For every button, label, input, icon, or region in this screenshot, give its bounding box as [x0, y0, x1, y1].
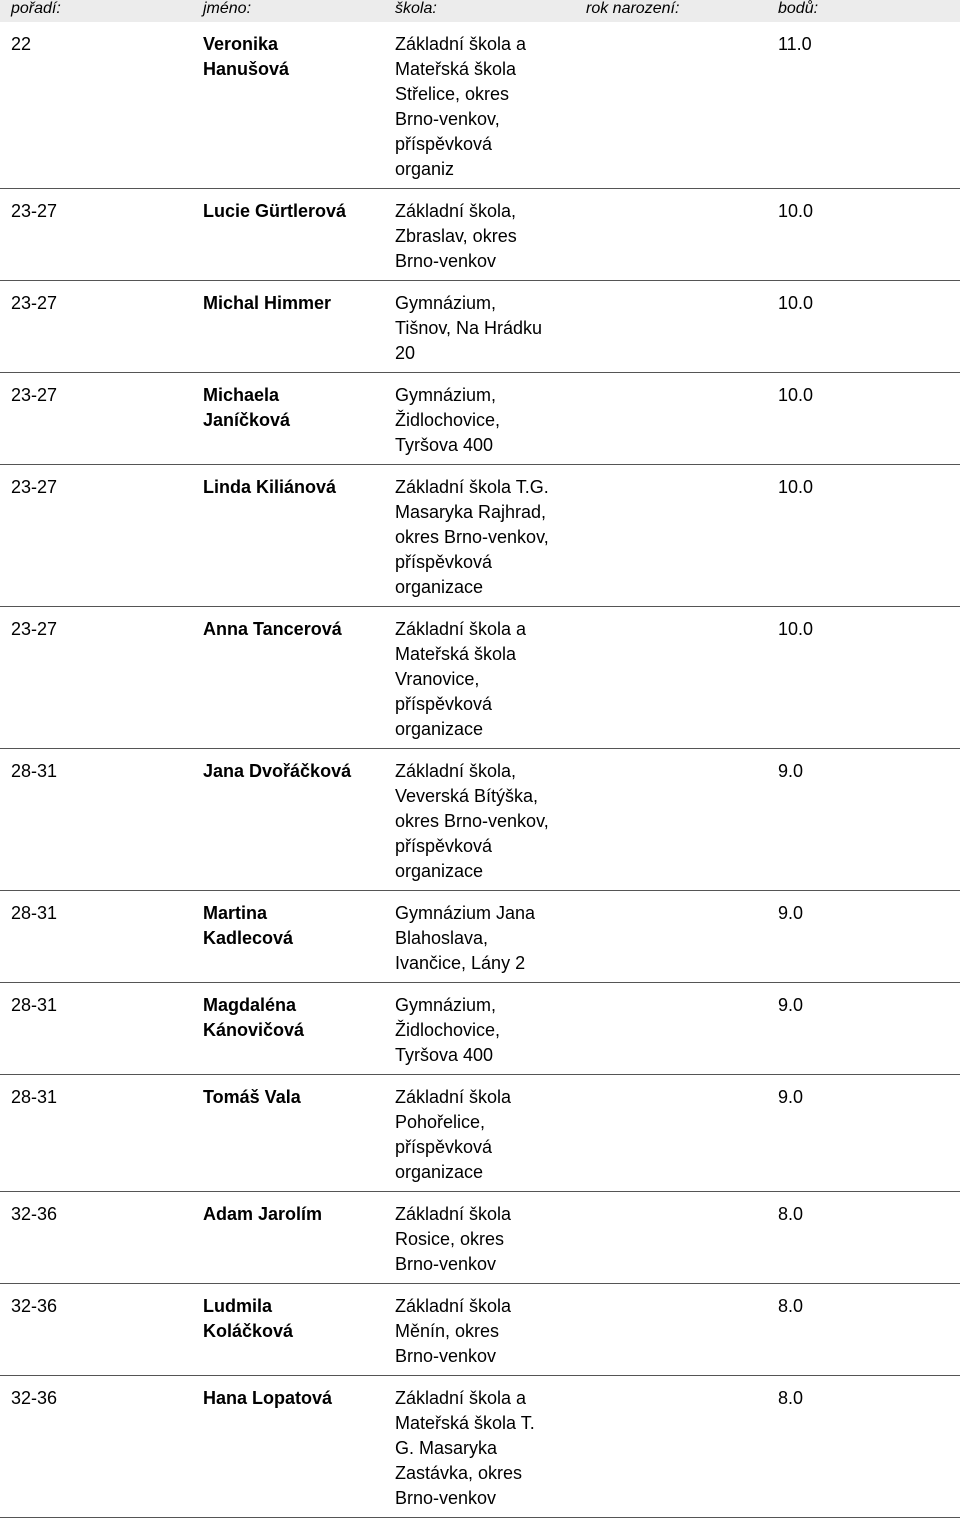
school-cell	[395, 291, 575, 366]
rank-cell	[11, 1085, 57, 1110]
school-cell-line: organizace	[395, 1162, 484, 1182]
school-cell-line: Základní škola T.G.	[395, 477, 549, 497]
name-cell	[203, 993, 383, 1043]
school-cell-line: Brno-venkov	[395, 1346, 497, 1366]
points-cell-line: 8.0	[778, 1388, 804, 1408]
points-cell	[778, 383, 813, 408]
school-cell-line: Tyršova 400	[395, 1045, 494, 1065]
school-cell-line: Základní škola,	[395, 201, 517, 221]
school-cell	[395, 1085, 575, 1185]
rank-cell-line: 32-36	[11, 1204, 58, 1224]
name-cell-line: Janíčková	[203, 410, 291, 430]
school-cell-line: Základní škola a	[395, 1388, 527, 1408]
points-cell-line: 9.0	[778, 1087, 804, 1107]
school-cell	[395, 1294, 575, 1369]
school-cell-line: okres Brno-venkov,	[395, 811, 549, 831]
rank-cell-line: 28-31	[11, 903, 58, 923]
rank-cell-line: 23-27	[11, 201, 58, 221]
school-cell	[395, 1202, 575, 1277]
rank-cell-line: 28-31	[11, 761, 58, 781]
name-cell-line: Ludmila	[203, 1296, 273, 1316]
school-cell-line: 20	[395, 343, 416, 363]
points-cell-line: 10.0	[778, 385, 814, 405]
school-cell-line: Veverská Bítýška,	[395, 786, 539, 806]
points-cell	[778, 1202, 803, 1227]
school-cell-line: Mateřská škola	[395, 644, 517, 664]
school-cell-line: Tišnov, Na Hrádku	[395, 318, 543, 338]
points-cell	[778, 199, 813, 224]
name-cell-line: Michaela	[203, 385, 280, 405]
points-cell-line: 10.0	[778, 477, 814, 497]
school-cell	[395, 617, 575, 742]
rank-cell-line: 23-27	[11, 477, 58, 497]
rank-cell	[11, 291, 57, 316]
school-cell-line: příspěvková	[395, 836, 493, 856]
points-cell-line: 10.0	[778, 619, 814, 639]
points-cell	[778, 475, 813, 500]
name-cell	[203, 1202, 383, 1227]
school-cell-line: Základní škola a	[395, 619, 527, 639]
school-cell-line: Ivančice, Lány 2	[395, 953, 526, 973]
school-cell-line: Tyršova 400	[395, 435, 494, 455]
school-cell	[395, 32, 575, 182]
name-cell	[203, 199, 383, 224]
school-cell-line: příspěvková	[395, 134, 493, 154]
school-cell-line: Měnín, okres	[395, 1321, 500, 1341]
header-points: bodů:	[778, 0, 819, 17]
school-cell-line: Gymnázium,	[395, 293, 497, 313]
school-cell-line: Blahoslava,	[395, 928, 489, 948]
school-cell	[395, 759, 575, 884]
name-cell-line: Martina	[203, 903, 268, 923]
points-cell-line: 11.0	[778, 34, 812, 54]
table-row	[0, 281, 960, 373]
rank-cell	[11, 1202, 57, 1227]
name-cell	[203, 759, 383, 784]
header-school: škola:	[395, 0, 437, 17]
points-cell	[778, 291, 813, 316]
school-cell	[395, 901, 575, 976]
school-cell	[395, 383, 575, 458]
school-cell-line: Základní škola	[395, 1204, 512, 1224]
name-cell	[203, 617, 383, 642]
points-cell-line: 8.0	[778, 1204, 804, 1224]
rank-cell-line: 23-27	[11, 293, 58, 313]
table-row	[0, 465, 960, 607]
points-cell	[778, 1386, 803, 1411]
header-order: pořadí:	[11, 0, 61, 17]
school-cell-line: Židlochovice,	[395, 410, 501, 430]
header-birth-year: rok narození:	[586, 0, 680, 17]
rank-cell	[11, 759, 57, 784]
name-cell-line: Lucie Gürtlerová	[203, 201, 347, 221]
table-row	[0, 1192, 960, 1284]
points-cell	[778, 32, 812, 57]
rank-cell	[11, 617, 57, 642]
points-cell	[778, 1294, 803, 1319]
school-cell-line: Brno-venkov	[395, 1254, 497, 1274]
school-cell-line: Brno-venkov,	[395, 109, 500, 129]
school-cell-line: okres Brno-venkov,	[395, 527, 549, 547]
points-cell	[778, 901, 803, 926]
rank-cell	[11, 32, 31, 57]
name-cell	[203, 1294, 383, 1344]
school-cell	[395, 993, 575, 1068]
school-cell	[395, 475, 575, 600]
rank-cell-line: 28-31	[11, 1087, 58, 1107]
school-cell-line: Základní škola a	[395, 34, 527, 54]
school-cell	[395, 199, 575, 274]
school-cell-line: Gymnázium Jana	[395, 903, 536, 923]
rank-cell	[11, 901, 57, 926]
name-cell-line: Michal Himmer	[203, 293, 332, 313]
points-cell-line: 9.0	[778, 761, 804, 781]
table-row	[0, 749, 960, 891]
points-cell	[778, 617, 813, 642]
header-name: jméno:	[203, 0, 252, 17]
school-cell-line: Základní škola,	[395, 761, 517, 781]
results-table	[0, 22, 960, 1518]
school-cell-line: Masaryka Rajhrad,	[395, 502, 547, 522]
table-row	[0, 189, 960, 281]
name-cell	[203, 32, 383, 82]
school-cell-line: organizace	[395, 861, 484, 881]
rank-cell-line: 32-36	[11, 1388, 58, 1408]
rank-cell-line: 23-27	[11, 619, 58, 639]
name-cell-line: Koláčková	[203, 1321, 294, 1341]
school-cell	[395, 1386, 575, 1511]
name-cell-line: Veronika	[203, 34, 279, 54]
points-cell	[778, 1085, 803, 1110]
table-row	[0, 373, 960, 465]
school-cell-line: příspěvková	[395, 1137, 493, 1157]
name-cell-line: Hanušová	[203, 59, 290, 79]
table-header	[0, 0, 960, 22]
points-cell	[778, 759, 803, 784]
rank-cell	[11, 383, 57, 408]
rank-cell-line: 32-36	[11, 1296, 58, 1316]
school-cell-line: organiz	[395, 159, 455, 179]
school-cell-line: Vranovice,	[395, 669, 480, 689]
table-row	[0, 983, 960, 1075]
school-cell-line: G. Masaryka	[395, 1438, 498, 1458]
school-cell-line: Zbraslav, okres	[395, 226, 517, 246]
name-cell-line: Tomáš Vala	[203, 1087, 301, 1107]
name-cell-line: Anna Tancerová	[203, 619, 342, 639]
table-row	[0, 1376, 960, 1518]
rank-cell	[11, 1294, 57, 1319]
points-cell-line: 8.0	[778, 1296, 804, 1316]
school-cell-line: Zastávka, okres	[395, 1463, 523, 1483]
school-cell-line: Základní škola	[395, 1087, 512, 1107]
rank-cell-line: 22	[11, 34, 32, 54]
rank-cell	[11, 199, 57, 224]
school-cell-line: Gymnázium,	[395, 385, 497, 405]
name-cell	[203, 1085, 383, 1110]
school-cell-line: Brno-venkov	[395, 1488, 497, 1508]
points-cell-line: 10.0	[778, 201, 814, 221]
table-row	[0, 1075, 960, 1192]
school-cell-line: příspěvková	[395, 552, 493, 572]
school-cell-line: organizace	[395, 719, 484, 739]
name-cell-line: Hana Lopatová	[203, 1388, 333, 1408]
points-cell-line: 9.0	[778, 995, 804, 1015]
school-cell-line: Brno-venkov	[395, 251, 497, 271]
name-cell	[203, 291, 383, 316]
points-cell	[778, 993, 803, 1018]
school-cell-line: organizace	[395, 577, 484, 597]
rank-cell	[11, 475, 57, 500]
name-cell	[203, 475, 383, 500]
school-cell-line: Gymnázium,	[395, 995, 497, 1015]
school-cell-line: Rosice, okres	[395, 1229, 505, 1249]
name-cell-line: Kadlecová	[203, 928, 294, 948]
name-cell	[203, 901, 383, 951]
rank-cell	[11, 993, 57, 1018]
school-cell-line: Mateřská škola	[395, 59, 517, 79]
name-cell-line: Jana Dvořáčková	[203, 761, 352, 781]
rank-cell-line: 23-27	[11, 385, 58, 405]
table-row	[0, 891, 960, 983]
points-cell-line: 10.0	[778, 293, 814, 313]
name-cell-line: Kánovičová	[203, 1020, 305, 1040]
name-cell-line: Linda Kiliánová	[203, 477, 337, 497]
name-cell-line: Magdaléna	[203, 995, 297, 1015]
rank-cell	[11, 1386, 57, 1411]
school-cell-line: Mateřská škola T.	[395, 1413, 535, 1433]
rank-cell-line: 28-31	[11, 995, 58, 1015]
school-cell-line: Základní škola	[395, 1296, 512, 1316]
name-cell	[203, 383, 383, 433]
table-row	[0, 607, 960, 749]
school-cell-line: Pohořelice,	[395, 1112, 486, 1132]
name-cell	[203, 1386, 383, 1411]
school-cell-line: příspěvková	[395, 694, 493, 714]
school-cell-line: Židlochovice,	[395, 1020, 501, 1040]
school-cell-line: Střelice, okres	[395, 84, 510, 104]
points-cell-line: 9.0	[778, 903, 804, 923]
name-cell-line: Adam Jarolím	[203, 1204, 323, 1224]
table-row	[0, 22, 960, 189]
table-row	[0, 1284, 960, 1376]
